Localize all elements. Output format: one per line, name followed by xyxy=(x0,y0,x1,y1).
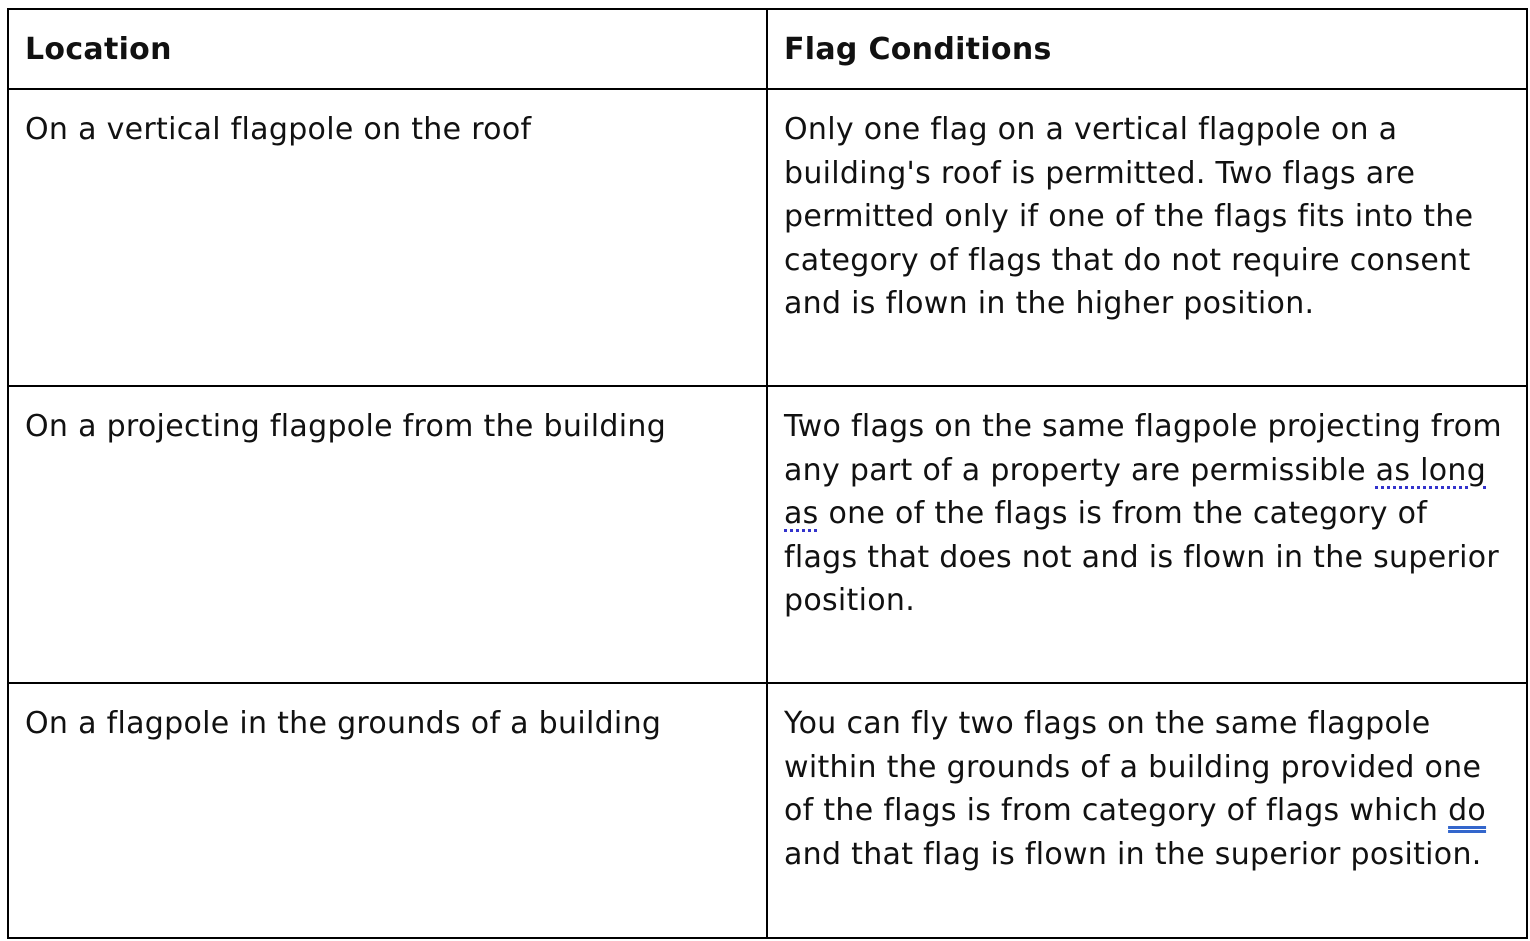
conditions-text: Two flags on the same flagpole projecting from any part of a property are permissible xyxy=(784,409,1502,488)
conditions-text: You can fly two flags on the same flagpole within the grounds of a building provided one of the flags is from category of flags which xyxy=(784,706,1482,828)
table-row xyxy=(8,683,1527,938)
location-cell: On a projecting flagpole from the building xyxy=(8,386,767,683)
conditions-cell: Only one flag on a vertical flagpole on a building's roof is permitted. Two flags are permitted only if one of the flags fits into the category of flags that do not require consent and is flown in the higher position. xyxy=(767,89,1527,386)
column-header-flag-conditions: Flag Conditions xyxy=(767,9,1527,89)
table-header-row xyxy=(8,9,1527,89)
grammar-suggestion-mark[interactable]: do xyxy=(1448,793,1487,828)
location-cell: On a flagpole in the grounds of a building xyxy=(8,683,767,938)
table-row xyxy=(8,386,1527,683)
grammar-suggestion-mark[interactable]: as long as xyxy=(784,452,1487,531)
conditions-text: one of the flags is from the category of flags that does not and is flown in the superior position. xyxy=(784,496,1500,618)
conditions-cell xyxy=(767,683,1527,938)
column-header-location: Location xyxy=(8,9,767,89)
flag-conditions-table xyxy=(7,8,1528,939)
conditions-cell xyxy=(767,386,1527,683)
table-row xyxy=(8,89,1527,386)
conditions-text: and that flag is flown in the superior position. xyxy=(784,836,1482,872)
location-cell: On a vertical flagpole on the roof xyxy=(8,89,767,386)
